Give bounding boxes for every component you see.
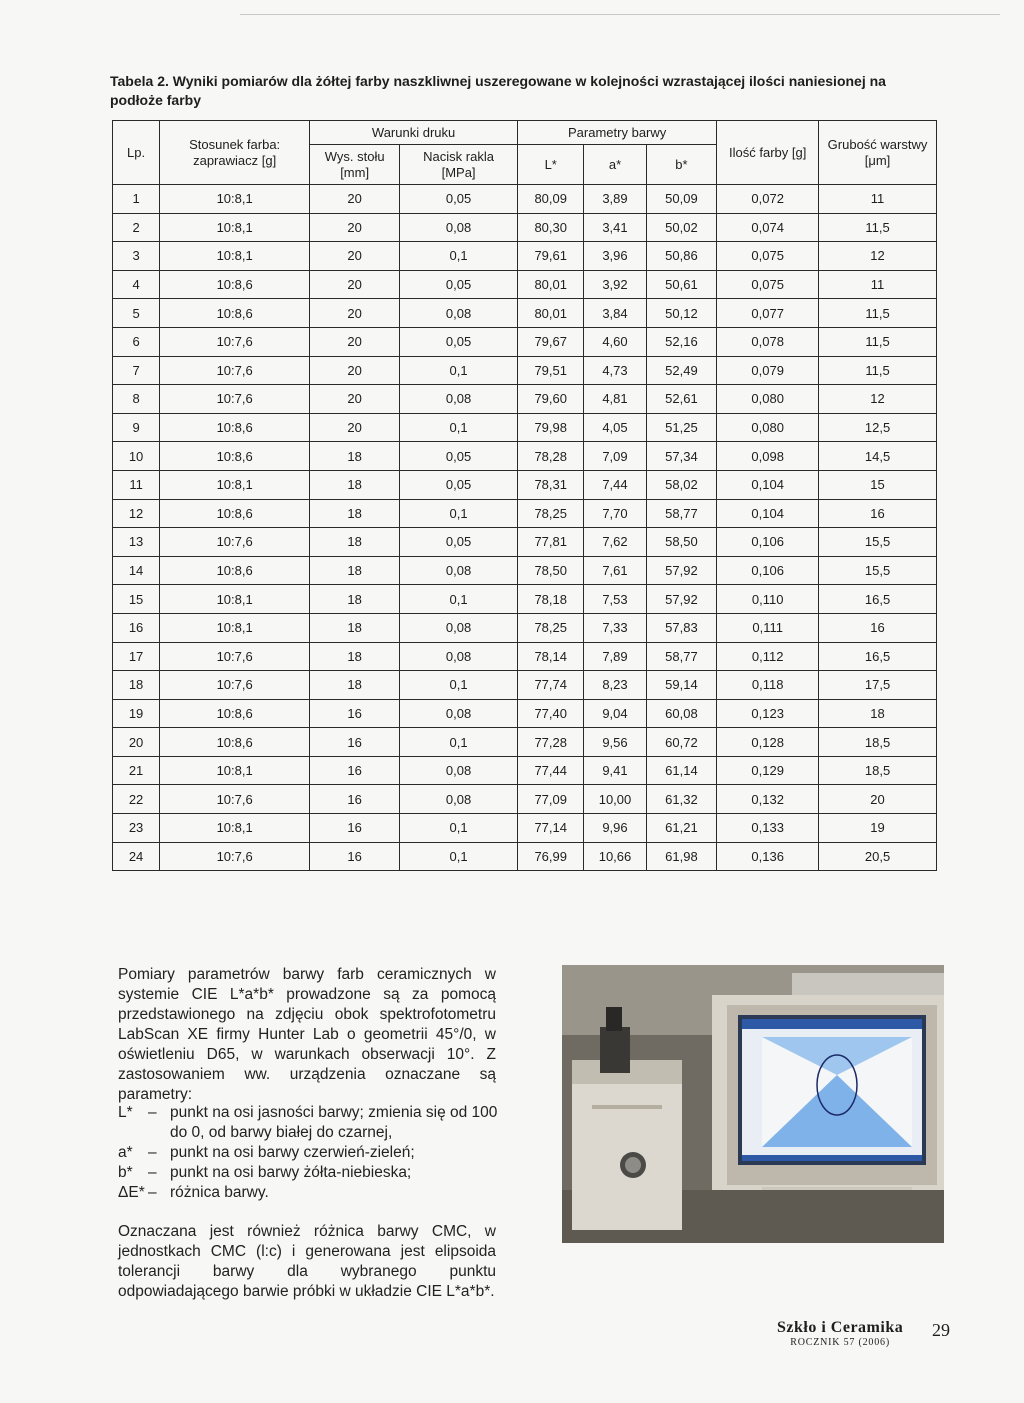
cell-ratio: 10:8,1 [160, 613, 310, 642]
cell-amount: 0,136 [717, 842, 819, 871]
header-a: a* [584, 145, 646, 185]
cell-b: 57,92 [646, 556, 717, 585]
table-row [113, 528, 937, 557]
header-ratio: Stosunek farba: zaprawiacz [g] [160, 121, 310, 185]
cell-amount: 0,123 [717, 699, 819, 728]
cell-height: 18 [310, 499, 400, 528]
table-row [113, 671, 937, 700]
cell-thickness: 16 [819, 613, 937, 642]
cell-L: 78,31 [518, 470, 584, 499]
header-color-params: Parametry barwy [518, 121, 717, 145]
cell-ratio: 10:8,1 [160, 470, 310, 499]
header-lp: Lp. [113, 121, 160, 185]
cell-ratio: 10:8,6 [160, 413, 310, 442]
header-thickness: Grubość warstwy [μm] [819, 121, 937, 185]
paragraph-measurement: Pomiary parametrów barwy farb ceramicznych w systemie CIE L*a*b* prowadzone są za pomocą przedstawionego na zdjęciu obok spektrofotometru LabScan XE firmy Hunter Lab o geometrii 45°/0, w oświetleniu D65, w warunkach obserwacji 10°. Z zastosowaniem ww. urządzenia oznaczane są parametry: [118, 966, 496, 1103]
cell-b: 50,12 [646, 299, 717, 328]
cell-b: 61,14 [646, 756, 717, 785]
cell-ratio: 10:7,6 [160, 785, 310, 814]
definition-sym: a* [118, 1144, 133, 1161]
cell-L: 80,01 [518, 270, 584, 299]
cell-b: 58,77 [646, 499, 717, 528]
cell-amount: 0,132 [717, 785, 819, 814]
cell-amount: 0,133 [717, 814, 819, 843]
cell-pressure: 0,08 [400, 556, 518, 585]
cell-a: 7,09 [584, 442, 646, 471]
cell-thickness: 12 [819, 385, 937, 414]
cell-thickness: 11,5 [819, 356, 937, 385]
cell-ratio: 10:8,1 [160, 242, 310, 271]
cell-L: 79,67 [518, 327, 584, 356]
cell-L: 79,98 [518, 413, 584, 442]
cell-height: 20 [310, 356, 400, 385]
cell-lp: 15 [113, 585, 160, 614]
definition-item [118, 1163, 508, 1183]
cell-ratio: 10:8,6 [160, 499, 310, 528]
cell-height: 20 [310, 242, 400, 271]
cell-lp: 17 [113, 642, 160, 671]
cell-thickness: 16,5 [819, 642, 937, 671]
cell-b: 58,77 [646, 642, 717, 671]
cell-pressure: 0,1 [400, 728, 518, 757]
cell-height: 16 [310, 842, 400, 871]
cell-height: 18 [310, 528, 400, 557]
cell-L: 79,51 [518, 356, 584, 385]
cell-thickness: 12 [819, 242, 937, 271]
cell-thickness: 12,5 [819, 413, 937, 442]
paragraph-cmc: Oznaczana jest również różnica barwy CMC, w jednostkach CMC (l:c) i generowana jest elipsoida tolerancji barwy dla wybranego punktu odpowiadającego barwie próbki w układzie CIE L*a*b*. [118, 1223, 496, 1300]
cell-thickness: 11 [819, 185, 937, 214]
cell-pressure: 0,1 [400, 356, 518, 385]
cell-pressure: 0,08 [400, 213, 518, 242]
definition-dash: – [148, 1104, 157, 1121]
cell-L: 77,14 [518, 814, 584, 843]
cell-amount: 0,079 [717, 356, 819, 385]
cell-amount: 0,112 [717, 642, 819, 671]
cell-height: 16 [310, 814, 400, 843]
cell-pressure: 0,1 [400, 499, 518, 528]
cell-height: 20 [310, 327, 400, 356]
table-row [113, 556, 937, 585]
cell-amount: 0,128 [717, 728, 819, 757]
cell-height: 16 [310, 785, 400, 814]
table-row [113, 499, 937, 528]
table-row [113, 242, 937, 271]
cell-height: 18 [310, 613, 400, 642]
cell-thickness: 15 [819, 470, 937, 499]
table-row [113, 299, 937, 328]
cell-ratio: 10:7,6 [160, 642, 310, 671]
cell-lp: 8 [113, 385, 160, 414]
cell-lp: 16 [113, 613, 160, 642]
cell-b: 60,72 [646, 728, 717, 757]
cell-pressure: 0,08 [400, 699, 518, 728]
cell-height: 18 [310, 556, 400, 585]
cell-amount: 0,118 [717, 671, 819, 700]
cell-b: 59,14 [646, 671, 717, 700]
definition-dash: – [148, 1184, 157, 1201]
cell-b: 52,16 [646, 327, 717, 356]
cell-height: 20 [310, 413, 400, 442]
cell-L: 79,60 [518, 385, 584, 414]
cell-ratio: 10:8,6 [160, 728, 310, 757]
cell-ratio: 10:7,6 [160, 327, 310, 356]
journal-footer [777, 1319, 903, 1348]
header-amount: Ilość farby [g] [717, 121, 819, 185]
definitions-list [118, 1103, 508, 1203]
cell-lp: 7 [113, 356, 160, 385]
cell-L: 79,61 [518, 242, 584, 271]
table-row [113, 413, 937, 442]
cell-thickness: 18 [819, 699, 937, 728]
cell-lp: 2 [113, 213, 160, 242]
header-L: L* [518, 145, 584, 185]
cell-b: 61,21 [646, 814, 717, 843]
cell-L: 77,09 [518, 785, 584, 814]
table-row [113, 470, 937, 499]
table-row [113, 585, 937, 614]
cell-ratio: 10:8,1 [160, 185, 310, 214]
table-row [113, 785, 937, 814]
cell-b: 60,08 [646, 699, 717, 728]
cell-thickness: 14,5 [819, 442, 937, 471]
cell-thickness: 15,5 [819, 556, 937, 585]
cell-thickness: 16,5 [819, 585, 937, 614]
cell-pressure: 0,08 [400, 299, 518, 328]
cell-thickness: 15,5 [819, 528, 937, 557]
cell-b: 50,86 [646, 242, 717, 271]
cell-amount: 0,074 [717, 213, 819, 242]
table-row [113, 442, 937, 471]
cell-height: 16 [310, 756, 400, 785]
cell-a: 9,96 [584, 814, 646, 843]
table-caption: Tabela 2. Wyniki pomiarów dla żółtej farby naszkliwnej uszeregowane w kolejności wzrastającej ilości naniesionej na podłoże farby [110, 73, 886, 108]
cell-height: 20 [310, 270, 400, 299]
cell-a: 10,00 [584, 785, 646, 814]
cell-a: 3,89 [584, 185, 646, 214]
cell-a: 7,44 [584, 470, 646, 499]
cell-L: 80,01 [518, 299, 584, 328]
cell-ratio: 10:7,6 [160, 356, 310, 385]
table-row [113, 756, 937, 785]
cell-a: 3,41 [584, 213, 646, 242]
cell-lp: 5 [113, 299, 160, 328]
cell-a: 7,62 [584, 528, 646, 557]
cell-lp: 22 [113, 785, 160, 814]
cell-b: 58,02 [646, 470, 717, 499]
cell-L: 78,14 [518, 642, 584, 671]
table-row [113, 270, 937, 299]
journal-year: ROCZNIK 57 (2006) [790, 1337, 890, 1348]
cell-lp: 24 [113, 842, 160, 871]
definition-text: punkt na osi jasności barwy; zmienia się od 100 do 0, od barwy białej do czarnej, [170, 1104, 498, 1141]
cell-a: 7,33 [584, 613, 646, 642]
cell-ratio: 10:8,1 [160, 585, 310, 614]
cell-thickness: 16 [819, 499, 937, 528]
cell-b: 61,32 [646, 785, 717, 814]
header-pressure: Nacisk rakla [MPa] [400, 145, 518, 185]
cell-amount: 0,072 [717, 185, 819, 214]
cell-lp: 20 [113, 728, 160, 757]
cell-a: 7,70 [584, 499, 646, 528]
table-row [113, 185, 937, 214]
cell-lp: 3 [113, 242, 160, 271]
definition-item [118, 1183, 508, 1203]
table-row [113, 385, 937, 414]
cell-amount: 0,110 [717, 585, 819, 614]
journal-name: Szkło i Ceramika [777, 1319, 904, 1336]
cell-ratio: 10:8,6 [160, 270, 310, 299]
cell-height: 20 [310, 185, 400, 214]
cell-lp: 1 [113, 185, 160, 214]
cell-L: 78,18 [518, 585, 584, 614]
cell-height: 18 [310, 642, 400, 671]
cell-lp: 9 [113, 413, 160, 442]
cell-b: 52,49 [646, 356, 717, 385]
cell-ratio: 10:7,6 [160, 385, 310, 414]
cell-thickness: 17,5 [819, 671, 937, 700]
cell-amount: 0,104 [717, 470, 819, 499]
definition-sym: b* [118, 1164, 133, 1181]
cell-b: 58,50 [646, 528, 717, 557]
table-row [113, 327, 937, 356]
cell-pressure: 0,08 [400, 613, 518, 642]
table-body [113, 185, 937, 871]
cell-amount: 0,111 [717, 613, 819, 642]
page-number: 29 [932, 1320, 950, 1340]
table-row [113, 814, 937, 843]
cell-L: 77,81 [518, 528, 584, 557]
cell-L: 80,09 [518, 185, 584, 214]
cell-thickness: 20,5 [819, 842, 937, 871]
cell-L: 76,99 [518, 842, 584, 871]
cell-thickness: 18,5 [819, 728, 937, 757]
table-row [113, 613, 937, 642]
cell-b: 51,25 [646, 413, 717, 442]
cell-thickness: 18,5 [819, 756, 937, 785]
cell-thickness: 11,5 [819, 327, 937, 356]
definition-item [118, 1103, 508, 1143]
definition-sym: ΔE* [118, 1184, 145, 1201]
cell-thickness: 11,5 [819, 299, 937, 328]
table-row [113, 728, 937, 757]
cell-pressure: 0,08 [400, 642, 518, 671]
cell-pressure: 0,1 [400, 842, 518, 871]
cell-a: 9,04 [584, 699, 646, 728]
cell-lp: 21 [113, 756, 160, 785]
cell-thickness: 11,5 [819, 213, 937, 242]
cell-height: 20 [310, 299, 400, 328]
cell-height: 20 [310, 385, 400, 414]
cell-pressure: 0,1 [400, 585, 518, 614]
cell-a: 4,60 [584, 327, 646, 356]
definition-sym: L* [118, 1104, 133, 1121]
cell-a: 4,73 [584, 356, 646, 385]
cell-ratio: 10:8,1 [160, 756, 310, 785]
cell-pressure: 0,08 [400, 385, 518, 414]
cell-a: 3,84 [584, 299, 646, 328]
cell-lp: 13 [113, 528, 160, 557]
cell-ratio: 10:8,1 [160, 814, 310, 843]
cell-pressure: 0,1 [400, 814, 518, 843]
cell-pressure: 0,1 [400, 413, 518, 442]
cell-pressure: 0,08 [400, 756, 518, 785]
cell-a: 9,41 [584, 756, 646, 785]
cell-a: 7,89 [584, 642, 646, 671]
cell-a: 7,61 [584, 556, 646, 585]
cell-L: 80,30 [518, 213, 584, 242]
cell-L: 78,25 [518, 613, 584, 642]
cell-lp: 4 [113, 270, 160, 299]
cell-height: 18 [310, 585, 400, 614]
cell-a: 7,53 [584, 585, 646, 614]
definition-text: różnica barwy. [170, 1184, 269, 1201]
table-row [113, 213, 937, 242]
cell-lp: 18 [113, 671, 160, 700]
header-b: b* [646, 145, 717, 185]
definition-dash: – [148, 1144, 157, 1161]
cell-ratio: 10:7,6 [160, 842, 310, 871]
cell-height: 18 [310, 470, 400, 499]
cell-height: 18 [310, 442, 400, 471]
cell-L: 77,44 [518, 756, 584, 785]
cell-pressure: 0,05 [400, 327, 518, 356]
cell-b: 50,09 [646, 185, 717, 214]
cell-pressure: 0,1 [400, 242, 518, 271]
cell-amount: 0,075 [717, 242, 819, 271]
table-row [113, 842, 937, 871]
table-row [113, 699, 937, 728]
cell-L: 77,74 [518, 671, 584, 700]
cell-L: 77,40 [518, 699, 584, 728]
top-rule [240, 14, 1000, 15]
cell-pressure: 0,05 [400, 270, 518, 299]
cell-ratio: 10:8,1 [160, 213, 310, 242]
cell-amount: 0,106 [717, 528, 819, 557]
cell-lp: 19 [113, 699, 160, 728]
cell-amount: 0,080 [717, 385, 819, 414]
cell-a: 4,05 [584, 413, 646, 442]
cell-lp: 12 [113, 499, 160, 528]
cell-lp: 6 [113, 327, 160, 356]
cell-thickness: 20 [819, 785, 937, 814]
cell-amount: 0,078 [717, 327, 819, 356]
cell-a: 10,66 [584, 842, 646, 871]
header-height: Wys. stołu [mm] [310, 145, 400, 185]
cell-thickness: 19 [819, 814, 937, 843]
cell-L: 78,25 [518, 499, 584, 528]
cell-thickness: 11 [819, 270, 937, 299]
cell-a: 3,92 [584, 270, 646, 299]
cell-a: 8,23 [584, 671, 646, 700]
cell-lp: 10 [113, 442, 160, 471]
cell-ratio: 10:7,6 [160, 528, 310, 557]
cell-ratio: 10:8,6 [160, 699, 310, 728]
cell-amount: 0,098 [717, 442, 819, 471]
definition-item [118, 1143, 508, 1163]
cell-amount: 0,080 [717, 413, 819, 442]
cell-ratio: 10:8,6 [160, 442, 310, 471]
cell-height: 20 [310, 213, 400, 242]
cell-ratio: 10:8,6 [160, 556, 310, 585]
definition-text: punkt na osi barwy czerwień-zieleń; [170, 1144, 415, 1161]
definition-text: punkt na osi barwy żółta-niebieska; [170, 1164, 412, 1181]
cell-b: 61,98 [646, 842, 717, 871]
cell-pressure: 0,1 [400, 671, 518, 700]
cell-amount: 0,106 [717, 556, 819, 585]
cell-amount: 0,075 [717, 270, 819, 299]
cell-L: 77,28 [518, 728, 584, 757]
cell-b: 52,61 [646, 385, 717, 414]
spectrophotometer-photo [562, 965, 944, 1243]
header-conditions: Warunki druku [310, 121, 518, 145]
cell-pressure: 0,05 [400, 528, 518, 557]
cell-b: 50,61 [646, 270, 717, 299]
cell-b: 50,02 [646, 213, 717, 242]
cell-amount: 0,129 [717, 756, 819, 785]
cell-pressure: 0,05 [400, 185, 518, 214]
cell-ratio: 10:8,6 [160, 299, 310, 328]
table-row [113, 642, 937, 671]
cell-lp: 14 [113, 556, 160, 585]
cell-amount: 0,077 [717, 299, 819, 328]
cell-amount: 0,104 [717, 499, 819, 528]
cell-height: 16 [310, 699, 400, 728]
cell-height: 16 [310, 728, 400, 757]
cell-lp: 11 [113, 470, 160, 499]
definition-dash: – [148, 1164, 157, 1181]
cell-pressure: 0,08 [400, 785, 518, 814]
cell-a: 3,96 [584, 242, 646, 271]
cell-ratio: 10:7,6 [160, 671, 310, 700]
cell-pressure: 0,05 [400, 470, 518, 499]
cell-a: 9,56 [584, 728, 646, 757]
cell-L: 78,50 [518, 556, 584, 585]
cell-pressure: 0,05 [400, 442, 518, 471]
cell-L: 78,28 [518, 442, 584, 471]
cell-b: 57,83 [646, 613, 717, 642]
cell-lp: 23 [113, 814, 160, 843]
cell-b: 57,92 [646, 585, 717, 614]
results-table [112, 120, 937, 871]
cell-b: 57,34 [646, 442, 717, 471]
cell-height: 18 [310, 671, 400, 700]
table-row [113, 356, 937, 385]
cell-a: 4,81 [584, 385, 646, 414]
